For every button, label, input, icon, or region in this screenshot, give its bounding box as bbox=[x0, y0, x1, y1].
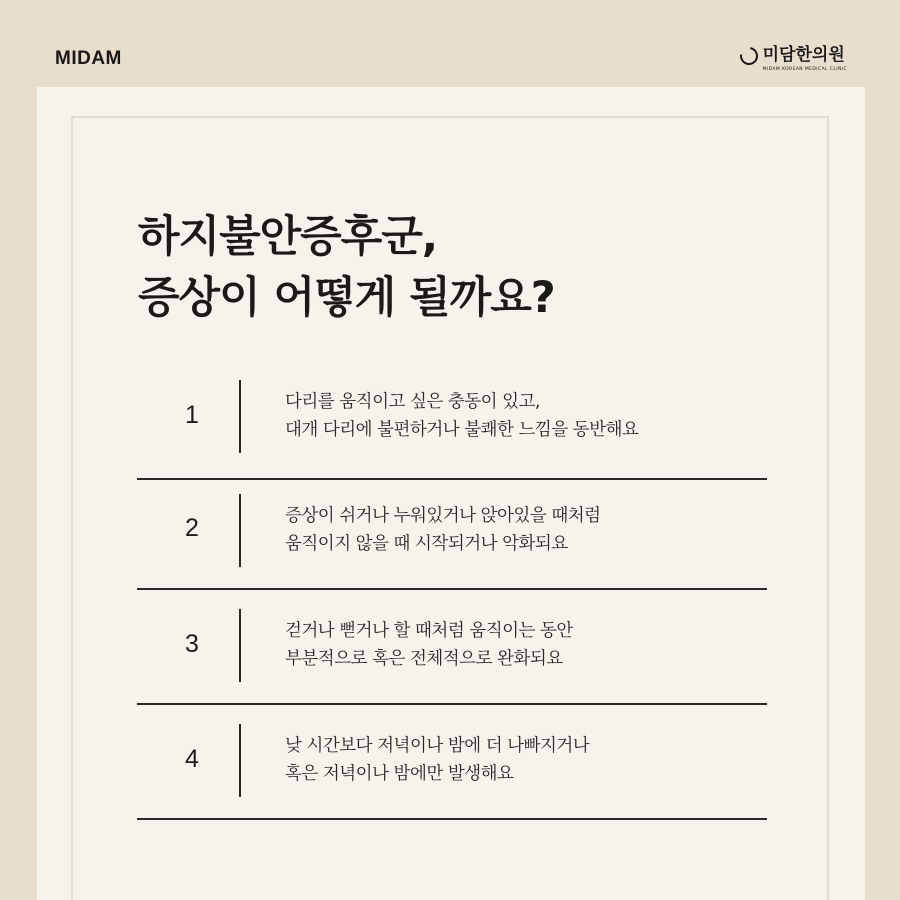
symptom-line-2: 대개 다리에 불편하거나 불쾌한 느낌을 동반해요 bbox=[285, 420, 639, 440]
page-title-line-2: 증상이 어떻게 될까요? bbox=[138, 273, 555, 323]
symptom-description bbox=[285, 502, 601, 558]
page-title bbox=[138, 207, 555, 329]
clinic-logo bbox=[740, 46, 847, 72]
symptom-line-2: 움직이지 않을 때 시작되거나 악화되요 bbox=[285, 534, 568, 554]
divider-vertical bbox=[239, 380, 241, 453]
circle-logo-icon bbox=[736, 43, 761, 68]
symptom-line-1: 걷거나 뻗거나 할 때처럼 움직이는 동안 bbox=[285, 621, 573, 641]
divider-vertical bbox=[239, 609, 241, 682]
symptom-description bbox=[285, 388, 638, 444]
symptom-line-1: 증상이 쉬거나 누워있거나 앉아있을 때처럼 bbox=[285, 506, 601, 526]
symptom-line-2: 부분적으로 혹은 전체적으로 완화되요 bbox=[285, 649, 563, 669]
clinic-name-korean: 미담한의원 bbox=[762, 45, 845, 65]
brand-logo-left: MIDAM bbox=[55, 48, 122, 69]
symptom-number: 3 bbox=[185, 630, 199, 658]
symptom-description bbox=[285, 617, 573, 673]
clinic-name-english: MIDAM KOREAN MEDICAL CLINIC bbox=[762, 67, 847, 72]
symptom-line-1: 낮 시간보다 저녁이나 밤에 더 나빠지거나 bbox=[285, 736, 590, 756]
symptom-number: 1 bbox=[185, 401, 199, 429]
symptom-line-1: 다리를 움직이고 싶은 충동이 있고, bbox=[285, 392, 540, 412]
symptom-item-4 bbox=[137, 703, 767, 820]
clinic-logo-text bbox=[763, 46, 847, 72]
page-title-line-1: 하지불안증후군, bbox=[138, 212, 438, 262]
divider-vertical bbox=[239, 724, 241, 797]
divider-vertical bbox=[239, 494, 241, 567]
symptom-number: 4 bbox=[185, 745, 199, 773]
symptom-item-2 bbox=[137, 478, 767, 590]
symptom-number: 2 bbox=[185, 514, 199, 542]
symptom-description bbox=[285, 732, 589, 788]
symptom-item-1 bbox=[137, 365, 767, 480]
symptom-item-3 bbox=[137, 588, 767, 705]
symptom-line-2: 혹은 저녁이나 밤에만 발생해요 bbox=[285, 764, 514, 784]
